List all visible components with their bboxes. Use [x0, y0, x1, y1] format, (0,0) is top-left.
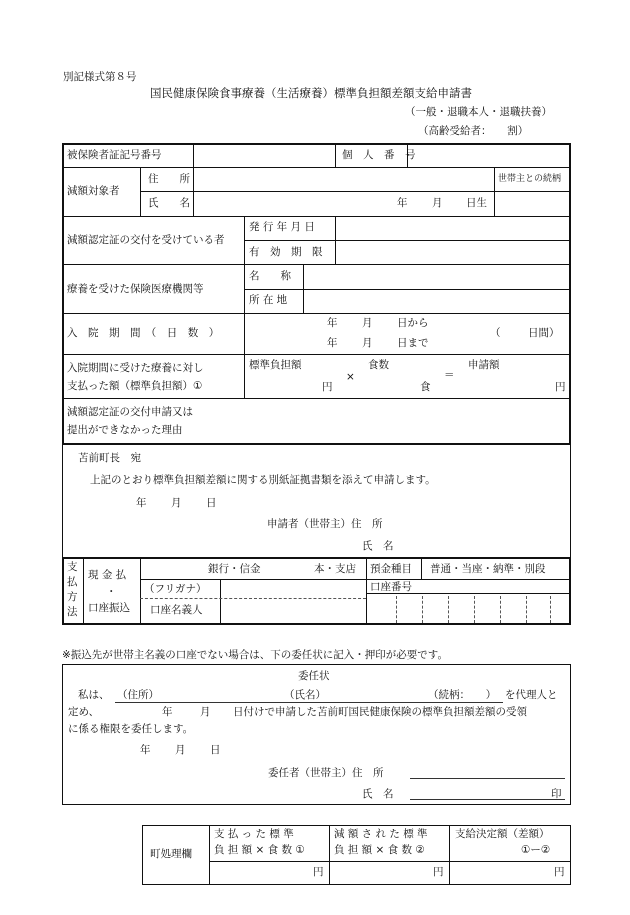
office-col3-line2: ①ー②: [521, 844, 551, 856]
office-col2-yen: 円: [433, 866, 444, 878]
form-subtitle-category: （一般・退職本人・退職扶養）: [405, 106, 552, 118]
office-col2-line1: 減 額 さ れ た 標 準: [334, 828, 428, 840]
reduction-target-label: 減額対象者: [67, 185, 120, 197]
meals-label: 食数: [368, 359, 389, 371]
proxy-line1-start: 私は、: [78, 689, 110, 701]
payment-method-char-1: 支: [67, 561, 78, 573]
office-col1-line2: 負 担 額 × 食 数 ①: [214, 844, 305, 856]
bank-transfer-label: 口座振込: [88, 602, 130, 614]
col-divider: [303, 264, 304, 313]
col-divider: [140, 167, 141, 216]
office-col1-line1: 支 払 っ た 標 準: [214, 828, 294, 840]
deposit-options: 普通・当座・納準・別段: [430, 563, 546, 575]
branch-label: 本・支店: [314, 563, 356, 575]
to-day: 日まで: [397, 337, 429, 349]
payment-method-char-3: 方: [67, 591, 78, 603]
form-title: 国民健康保険食事療養（生活療養）標準負担額差額支給申請書: [150, 86, 472, 100]
col-divider: [335, 216, 336, 264]
office-col3-line1: 支給決定額（差額）: [455, 828, 550, 840]
account-digit-divider: [396, 596, 397, 623]
col-divider: [83, 557, 84, 625]
account-holder-label: 口座名義人: [150, 604, 203, 616]
applicant-name-label: 氏 名: [362, 540, 394, 552]
seal-mark: 印: [551, 788, 562, 800]
delegator-address-label: 委任者（世帯主）住 所: [268, 767, 384, 779]
account-digit-divider: [550, 596, 551, 623]
birth-month: 月: [432, 197, 443, 209]
proxy-line1-name: （氏名）: [284, 689, 326, 701]
account-digit-divider: [422, 596, 423, 623]
row-divider: [140, 191, 571, 192]
proxy-line3: に係る権限を委任します。: [68, 723, 194, 735]
proxy-line1-address: （住所）: [117, 689, 159, 701]
proxy-day: 日: [210, 744, 221, 756]
from-day: 日から: [397, 317, 429, 329]
col-divider: [244, 216, 245, 398]
proxy-line2-end: 日付けで申請した苫前町国民健康保険の標準負担額差額の受領: [233, 706, 527, 718]
furigana-label: （フリガナ）: [144, 583, 207, 595]
col-divider: [494, 167, 495, 216]
personal-number-label: 個 人 番 号: [342, 149, 416, 161]
payment-method-char-2: 払: [67, 576, 78, 588]
proxy-year: 年: [140, 744, 151, 756]
account-digit-divider: [448, 596, 449, 623]
institution-location-label: 所 在 地: [249, 294, 288, 306]
insured-number-label: 被保険者証記号番号: [67, 149, 162, 161]
claim-amount-label: 申請額: [468, 359, 500, 371]
form-number: 別記様式第８号: [63, 71, 137, 83]
col-divider: [366, 557, 367, 625]
row-divider: [62, 354, 571, 355]
delegator-name-label: 氏 名: [362, 788, 394, 800]
from-month: 月: [362, 317, 373, 329]
equals-sign: ＝: [444, 369, 455, 381]
row-divider: [62, 264, 571, 265]
times-sign: ×: [346, 371, 355, 383]
row-divider: [62, 313, 571, 314]
applicant-address-label: 申請者（世帯主）住 所: [267, 518, 383, 530]
address-label: 住 所: [148, 173, 190, 185]
col-divider: [209, 825, 210, 885]
standard-burden-label: 標準負担額: [249, 359, 302, 371]
payment-separator-dot: ・: [106, 586, 117, 598]
burden-yen-unit: 円: [322, 381, 333, 393]
account-digit-divider: [474, 596, 475, 623]
office-col3-yen: 円: [554, 866, 565, 878]
claim-yen-unit: 円: [555, 381, 566, 393]
cash-payment-label: 現 金 払: [88, 569, 127, 581]
col-divider: [421, 557, 422, 579]
delegator-name-line: [410, 799, 565, 800]
col-divider: [329, 825, 330, 885]
col-divider: [449, 825, 450, 885]
paid-amount-label-2: 支払った額（標準負担額）①: [67, 380, 203, 392]
addressee: 苫前町長 宛: [78, 452, 141, 464]
paid-amount-label-1: 入院期間に受けた療養に対し: [67, 362, 204, 374]
application-statement: 上記のとおり標準負担額差額に関する別紙証拠書類を添えて申請します。: [90, 474, 436, 486]
delegator-address-line: [410, 778, 565, 779]
proxy-line1-relationship: （続柄： ）: [428, 689, 497, 701]
bank-label: 銀行・信金: [208, 563, 261, 575]
days-close: 日間）: [528, 327, 560, 339]
proxy-line2-year: 年: [162, 706, 173, 718]
row-divider: [209, 861, 571, 862]
cert-holder-label: 減額認定証の交付を受けている者: [67, 234, 225, 246]
office-label: 町処理欄: [150, 848, 192, 860]
payment-method-char-4: 法: [67, 606, 78, 618]
col-divider: [220, 579, 221, 625]
col-divider: [193, 143, 194, 167]
to-year: 年: [327, 337, 338, 349]
name-label: 氏 名: [148, 197, 190, 209]
application-day: 日: [206, 497, 217, 509]
row-divider: [140, 579, 571, 580]
issue-date-label: 発 行 年 月 日: [249, 221, 315, 233]
col-divider: [140, 557, 141, 625]
deposit-type-label: 預金種目: [370, 563, 412, 575]
proxy-month: 月: [175, 744, 186, 756]
form-subtitle-elderly: （高齢受給者： 割）: [418, 125, 529, 137]
furigana-dashed-line: [140, 598, 366, 599]
account-digit-divider: [500, 596, 501, 623]
col-divider: [335, 143, 336, 167]
meal-unit: 食: [420, 381, 431, 393]
to-month: 月: [362, 337, 373, 349]
proxy-line2-start: 定め、: [68, 706, 100, 718]
proxy-title: 委任状: [298, 670, 330, 682]
reason-label-2: 提出ができなかった理由: [67, 424, 183, 436]
row-divider: [244, 240, 571, 241]
account-number-label: 口座番号: [370, 581, 412, 593]
transfer-note: ※振込先が世帯主名義の口座でない場合は、下の委任状に記入・押印が必要です。: [62, 649, 448, 661]
proxy-line2-month: 月: [200, 706, 211, 718]
institution-label: 療養を受けた保険医療機関等: [67, 283, 204, 295]
row-divider: [244, 289, 571, 290]
proxy-underline: [115, 702, 503, 703]
birth-year: 年: [397, 197, 408, 209]
valid-period-label: 有 効 期 限: [249, 246, 323, 258]
proxy-line1-end: を代理人と: [505, 689, 558, 701]
col-divider: [193, 167, 194, 216]
row-divider: [62, 216, 571, 217]
birth-day: 日生: [466, 197, 487, 209]
hospital-period-label: 入 院 期 間 （ 日 数 ）: [67, 327, 220, 339]
relationship-label: 世帯主との続柄: [498, 174, 562, 184]
reason-label-1: 減額認定証の交付申請又は: [67, 406, 193, 418]
row-divider: [366, 593, 571, 594]
office-col2-line2: 負 担 額 × 食 数 ②: [334, 844, 425, 856]
from-year: 年: [327, 317, 338, 329]
application-year: 年: [136, 497, 147, 509]
account-digit-divider: [526, 596, 527, 623]
application-month: 月: [171, 497, 182, 509]
row-divider: [62, 398, 571, 399]
office-col1-yen: 円: [313, 866, 324, 878]
institution-name-label: 名 称: [249, 270, 291, 282]
days-open-paren: （: [490, 327, 501, 339]
